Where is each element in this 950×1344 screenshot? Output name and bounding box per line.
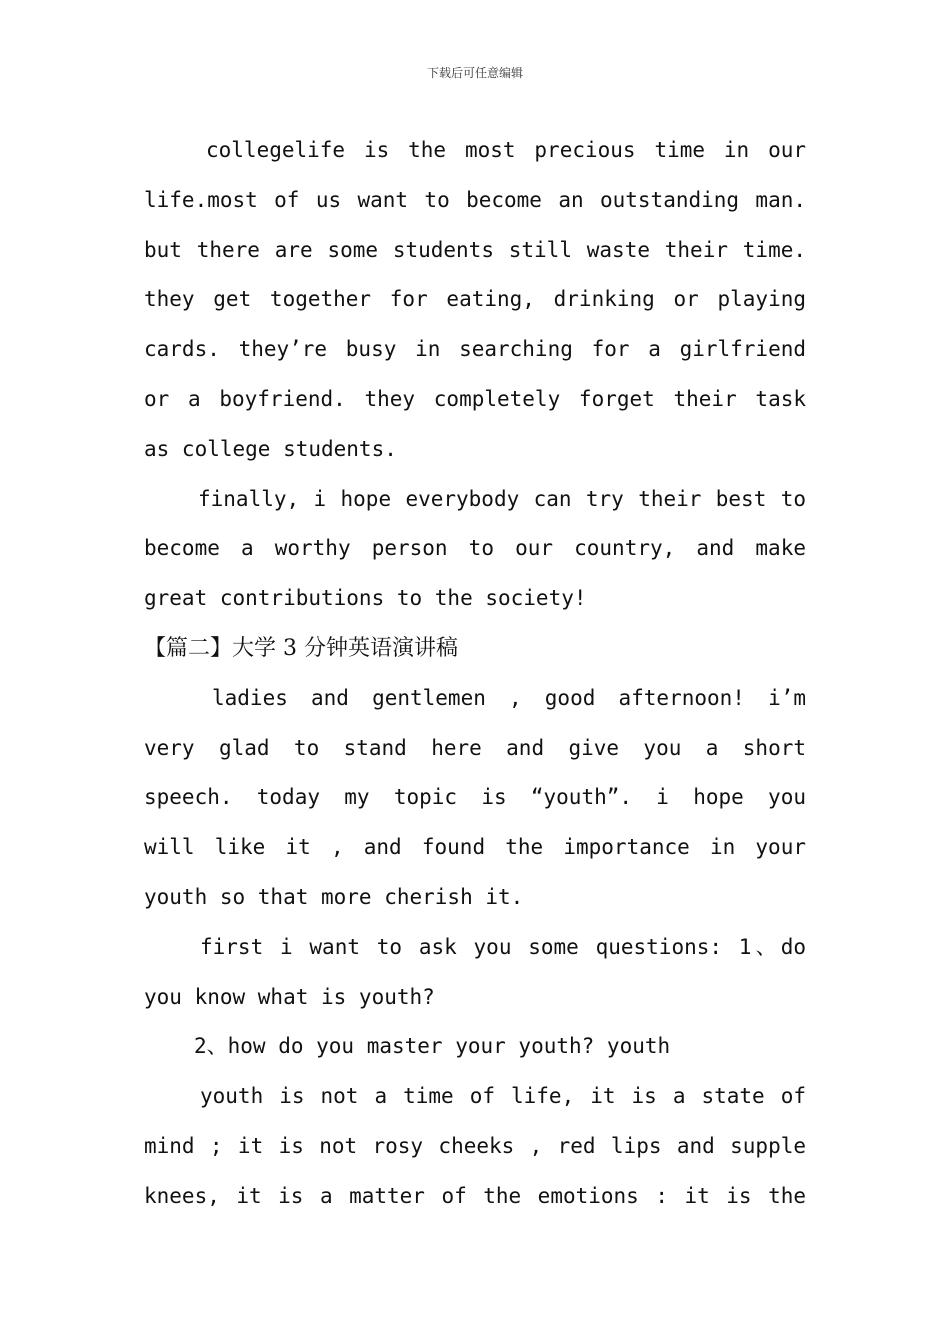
text-line: cards. they’re busy in searching for a girlfriend (144, 337, 806, 362)
text-line: youth so that more cherish it. (144, 884, 524, 909)
text-line: 2、how do you master your youth? youth (194, 1034, 671, 1059)
text-line: first i want to ask you some questions: 1、do (200, 934, 806, 959)
text-line: finally, i hope everybody can try their best to (198, 486, 806, 511)
text-line: knees, it is a matter of the emotions : it is the (144, 1183, 806, 1208)
text-line: or a boyfriend. they completely forget their task (144, 386, 806, 411)
text-line: collegelife is the most precious time in our (206, 138, 806, 162)
text-line: you know what is youth? (144, 984, 435, 1009)
document-body (144, 126, 806, 1222)
text-line: but there are some students still waste their time. (144, 237, 806, 262)
text-line: will like it , and found the importance in your (144, 835, 806, 860)
text-line: youth is not a time of life, it is a state of (200, 1084, 806, 1109)
text-line: life.most of us want to become an outstanding man. (144, 187, 806, 212)
text-line: they get together for eating, drinking or playing (144, 287, 806, 312)
text-line: as college students. (144, 436, 397, 461)
text-line: great contributions to the society! (144, 586, 587, 611)
text-line: very glad to stand here and give you a short (144, 735, 806, 760)
text-line: mind ; it is not rosy cheeks , red lips and supple (144, 1133, 806, 1158)
text-line: become a worthy person to our country, and make (144, 536, 806, 561)
page-header: 下载后可任意编辑 (426, 66, 523, 80)
text-line: speech. today my topic is “youth”. i hope you (144, 785, 806, 810)
section-heading: 【篇二】大学 3 分钟英语演讲稿 (144, 635, 458, 661)
text-line: ladies and gentlemen , good afternoon! i’m (212, 685, 806, 710)
